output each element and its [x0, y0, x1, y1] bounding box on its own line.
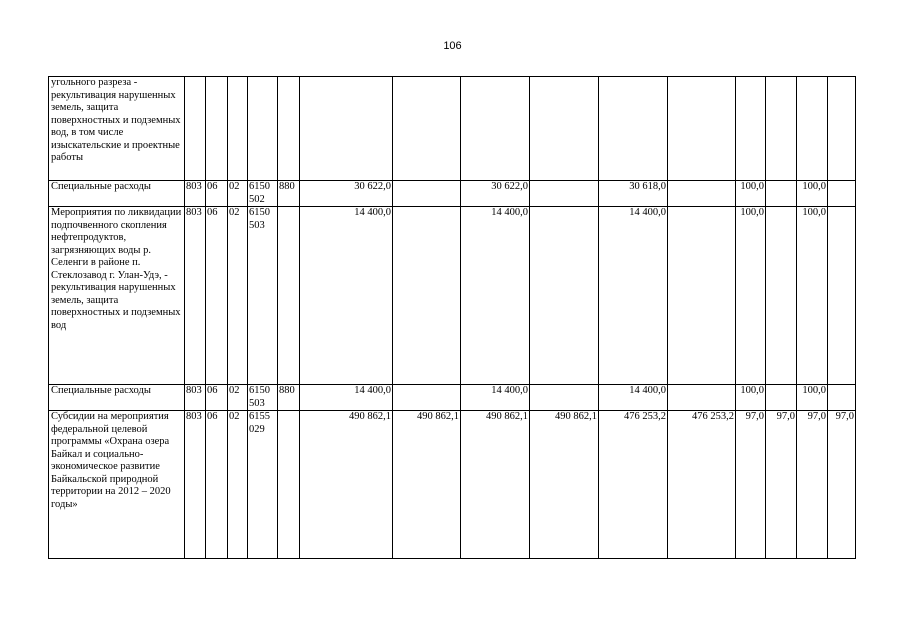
percent-col-4: [828, 207, 856, 385]
code-section: 06: [206, 411, 228, 559]
value-col-4: [530, 385, 599, 411]
value-col-1: 14 400,0: [300, 207, 393, 385]
percent-col-1: 97,0: [736, 411, 766, 559]
code-target: [248, 77, 278, 181]
value-col-2: [393, 77, 461, 181]
percent-col-4: [828, 77, 856, 181]
value-col-6: 476 253,2: [668, 411, 736, 559]
code-ministry: 803: [185, 207, 206, 385]
value-col-1: 14 400,0: [300, 385, 393, 411]
percent-col-1: [736, 77, 766, 181]
table-row: [49, 385, 856, 411]
percent-col-2: [766, 207, 797, 385]
value-col-5: [599, 77, 668, 181]
value-col-6: [668, 385, 736, 411]
row-name: Специальные расходы: [49, 385, 185, 411]
code-subsection: 02: [228, 207, 248, 385]
row-name: Субсидии на мероприятия федеральной целевой программы «Охрана озера Байкал и социально-экономическое развитие Байкальской природной территории на 2012 – 2020 годы»: [49, 411, 185, 559]
value-col-5: 14 400,0: [599, 385, 668, 411]
value-col-6: [668, 181, 736, 207]
value-col-6: [668, 77, 736, 181]
code-expense-type: [278, 207, 300, 385]
percent-col-3: 100,0: [797, 207, 828, 385]
value-col-3: [461, 77, 530, 181]
value-col-1: 490 862,1: [300, 411, 393, 559]
code-ministry: 803: [185, 385, 206, 411]
value-col-2: [393, 181, 461, 207]
code-subsection: [228, 77, 248, 181]
value-col-4: [530, 181, 599, 207]
table-row: [49, 181, 856, 207]
percent-col-3: 100,0: [797, 181, 828, 207]
value-col-2: [393, 207, 461, 385]
value-col-3: 490 862,1: [461, 411, 530, 559]
code-subsection: 02: [228, 385, 248, 411]
code-ministry: 803: [185, 181, 206, 207]
value-col-3: 14 400,0: [461, 207, 530, 385]
code-section: 06: [206, 385, 228, 411]
value-col-3: 30 622,0: [461, 181, 530, 207]
percent-col-1: 100,0: [736, 207, 766, 385]
code-target: 6150 503: [248, 207, 278, 385]
percent-col-2: [766, 77, 797, 181]
code-expense-type: 880: [278, 385, 300, 411]
row-name: Специальные расходы: [49, 181, 185, 207]
code-target: 6150 502: [248, 181, 278, 207]
value-col-1: [300, 77, 393, 181]
value-col-6: [668, 207, 736, 385]
percent-col-2: 97,0: [766, 411, 797, 559]
value-col-2: 490 862,1: [393, 411, 461, 559]
code-section: 06: [206, 207, 228, 385]
code-section: 06: [206, 181, 228, 207]
code-expense-type: 880: [278, 181, 300, 207]
table-row: [49, 411, 856, 559]
percent-col-1: 100,0: [736, 385, 766, 411]
code-ministry: [185, 77, 206, 181]
row-name: Мероприятия по ликвидации подпочвенного скопления нефтепродуктов, загрязняющих воды р. Селенги в районе п. Стеклозавод г. Улан-Удэ, - рекультивация нарушенных земель, защита поверхностных и подземных вод: [49, 207, 185, 385]
percent-col-1: 100,0: [736, 181, 766, 207]
percent-col-4: [828, 181, 856, 207]
value-col-5: 476 253,2: [599, 411, 668, 559]
percent-col-3: [797, 77, 828, 181]
code-expense-type: [278, 411, 300, 559]
value-col-2: [393, 385, 461, 411]
table-row: [49, 77, 856, 181]
table-row: [49, 207, 856, 385]
value-col-1: 30 622,0: [300, 181, 393, 207]
code-target: 6155 029: [248, 411, 278, 559]
value-col-4: 490 862,1: [530, 411, 599, 559]
percent-col-2: [766, 181, 797, 207]
value-col-3: 14 400,0: [461, 385, 530, 411]
page-number: 106: [443, 40, 462, 52]
code-subsection: 02: [228, 181, 248, 207]
percent-col-2: [766, 385, 797, 411]
code-subsection: 02: [228, 411, 248, 559]
code-section: [206, 77, 228, 181]
value-col-5: 30 618,0: [599, 181, 668, 207]
percent-col-4: 97,0: [828, 411, 856, 559]
percent-col-3: 100,0: [797, 385, 828, 411]
percent-col-3: 97,0: [797, 411, 828, 559]
code-target: 6150 503: [248, 385, 278, 411]
row-name: угольного разреза - рекультивация нарушенных земель, защита поверхностных и подземных вод, в том числе изыскательские и проектные работы: [49, 77, 185, 181]
code-ministry: 803: [185, 411, 206, 559]
budget-table: [48, 76, 856, 559]
value-col-4: [530, 77, 599, 181]
code-expense-type: [278, 77, 300, 181]
percent-col-4: [828, 385, 856, 411]
value-col-4: [530, 207, 599, 385]
value-col-5: 14 400,0: [599, 207, 668, 385]
